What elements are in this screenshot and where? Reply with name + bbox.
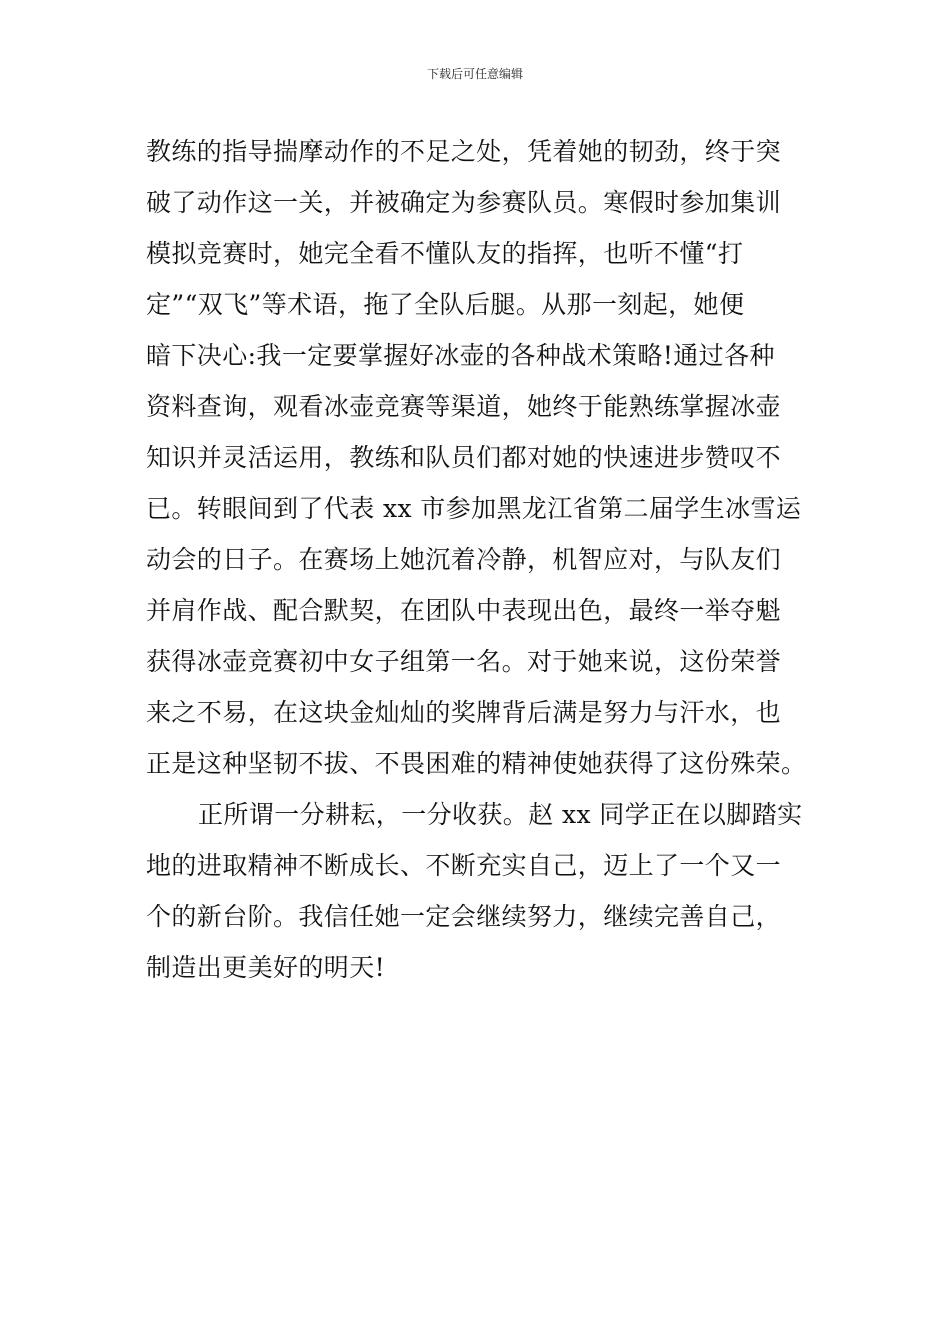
- paragraph: [146, 789, 810, 993]
- text-line: 暗下决心:我一定要掌握好冰壶的各种战术策略!通过各种: [146, 341, 775, 370]
- text-line: 已。转眼间到了代表 xx 市参加黑龙江省第二届学生冰雪运: [146, 494, 802, 523]
- text-line: 模拟竞赛时，她完全看不懂队友的指挥，也听不懂“打: [146, 239, 744, 268]
- text-line: 来之不易，在这块金灿灿的奖牌背后满是努力与汗水，也: [146, 698, 782, 727]
- text-line: 知识并灵活运用，教练和队员们都对她的快速进步赞叹不: [146, 443, 782, 472]
- text-line: 正是这种坚韧不拔、不畏困难的精神使她获得了这份殊荣。: [146, 749, 807, 778]
- text-line: 教练的指导揣摩动作的不足之处，凭着她的韧劲，终于突: [146, 137, 782, 166]
- page-header: 下载后可任意编辑: [426, 67, 523, 81]
- text-line: 破了动作这一关，并被确定为参赛队员。寒假时参加集训: [146, 188, 782, 217]
- text-line: 个的新台阶。我信任她一定会继续努力，继续完善自己，: [146, 902, 782, 931]
- text-line: 并肩作战、配合默契，在团队中表现出色，最终一举夺魁: [146, 596, 782, 625]
- text-line: 获得冰壶竞赛初中女子组第一名。对于她来说，这份荣誉: [146, 647, 782, 676]
- paragraph: [146, 126, 810, 789]
- text-line: 正所谓一分耕耘，一分收获。赵 xx 同学正在以脚踏实: [198, 800, 803, 829]
- text-line: 资料查询，观看冰壶竞赛等渠道，她终于能熟练掌握冰壶: [146, 392, 782, 421]
- text-line: 定”“双飞”等术语，拖了全队后腿。从那一刻起，她便: [146, 290, 745, 319]
- document-body: [146, 126, 810, 993]
- text-line: 地的进取精神不断成长、不断充实自己，迈上了一个又一: [146, 851, 782, 880]
- text-line: 制造出更美好的明天!: [146, 953, 386, 982]
- text-line: 动会的日子。在赛场上她沉着冷静，机智应对，与队友们: [146, 545, 782, 574]
